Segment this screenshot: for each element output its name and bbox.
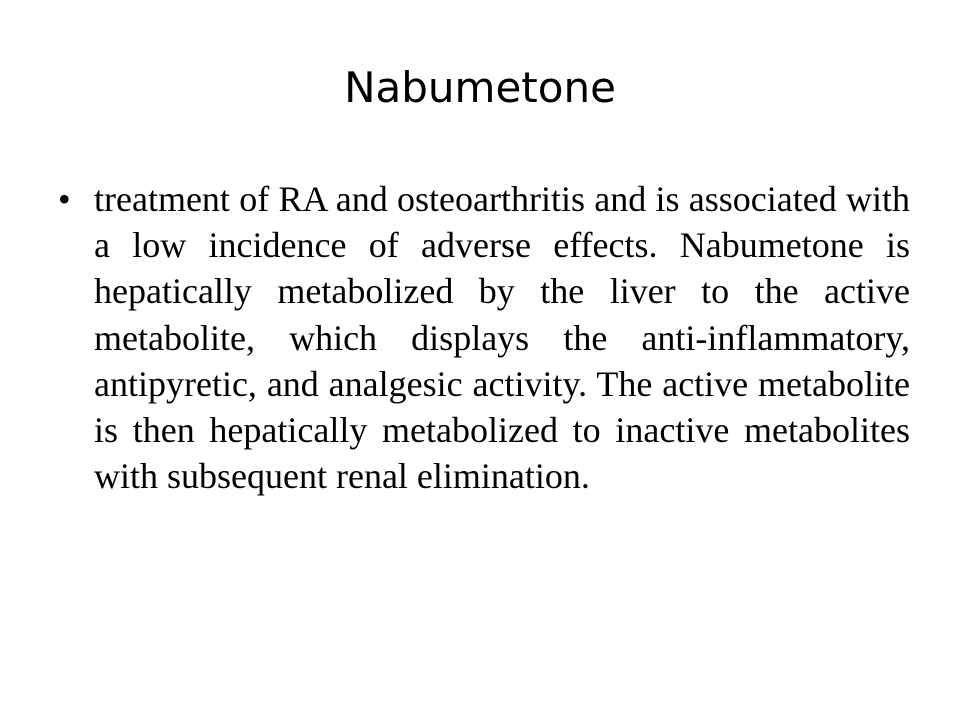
slide-title: Nabumetone — [344, 63, 616, 112]
bullet-icon: • — [58, 179, 71, 219]
bullet-list — [58, 176, 910, 499]
bullet-item — [58, 176, 910, 499]
bullet-text: treatment of RA and osteoarthritis and is associated with a low incidence of adverse effects. Nabumetone is hepatically metabolized by the liver to the active metabolite, which displays the anti-inflammatory, antipyretic, and analgesic activity. The active metabolite is then hepatically metabolized to inactive metabolites with subsequent renal elimination. — [94, 179, 910, 497]
